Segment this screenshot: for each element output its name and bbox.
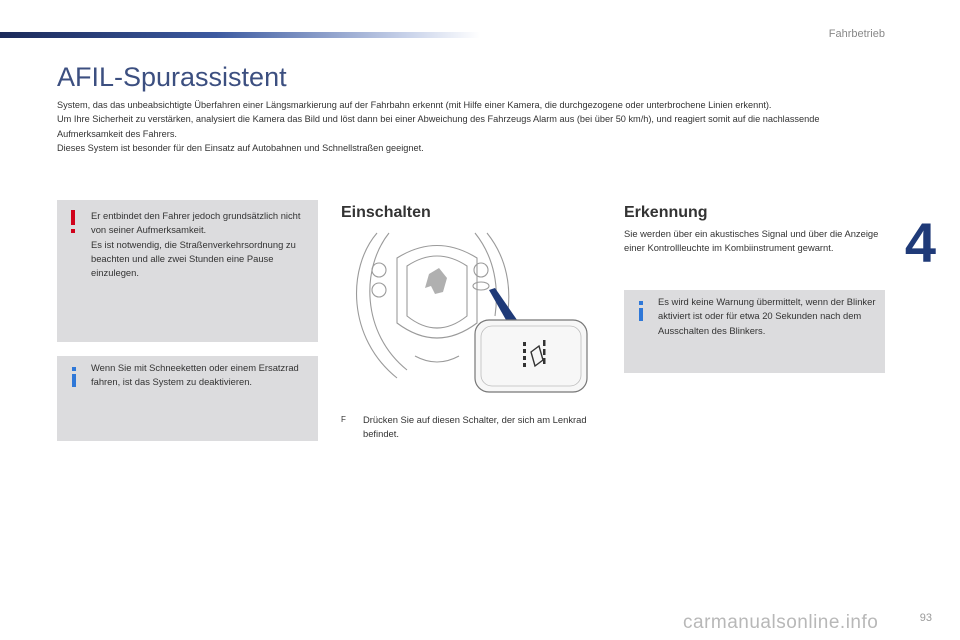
heading-erkennung: Erkennung [624, 204, 708, 221]
header-accent-bar [0, 32, 480, 38]
step-text: Drücken Sie auf diesen Schalter, der sich am Lenkrad befindet. [363, 414, 587, 439]
chapter-number: 4 [904, 211, 936, 274]
info-box-blinker [624, 290, 885, 373]
steering-wheel-button-illustration [337, 228, 597, 398]
warning-box [57, 200, 318, 342]
info-text: Wenn Sie mit Schneeketten oder einem Ersatzrad fahren, ist das System zu deaktivieren. [91, 362, 299, 388]
intro-paragraph: System, das das unbeabsichtigte Überfahren einer Längsmarkierung auf der Fahrbahn erkennt (mit Hilfe einer Kamera, die durchgezogene oder unterbrochene Linien erkennt). [57, 100, 772, 110]
step-press-button [341, 413, 591, 441]
step-bullet: F [341, 415, 346, 424]
erkennung-text: Sie werden über ein akustisches Signal und über die Anzeige einer Kontrollleuchte im Kombiinstrument gewarnt. [624, 228, 879, 254]
page-number: 93 [919, 612, 932, 624]
exclamation-icon [69, 210, 77, 234]
info-text: Es wird keine Warnung übermittelt, wenn der Blinker aktiviert ist oder für etwa 20 Sekunden nach dem Ausschalten des Blinkers. [658, 296, 876, 336]
section-label: Fahrbetrieb [828, 28, 885, 40]
info-icon [636, 301, 646, 321]
watermark: carmanualsonline.info [683, 612, 879, 633]
warning-text: Er entbindet den Fahrer jedoch grundsätzlich nicht von seiner Aufmerksamkeit. [91, 210, 301, 236]
intro-text [57, 98, 887, 155]
info-icon [69, 367, 79, 387]
intro-paragraph: Um Ihre Sicherheit zu verstärken, analysiert die Kamera das Bild und löst dann bei einer Abweichung des Fahrzeugs Alarm aus (bei über 50 km/h), und reagiert somit auf die nachlassende Aufmerksamkeit des Fahrers. [57, 114, 820, 139]
peugeot-logo-icon [425, 268, 447, 294]
page-title: AFIL-Spurassistent [57, 62, 287, 92]
heading-einschalten: Einschalten [341, 204, 431, 221]
warning-text: Es ist notwendig, die Straßenverkehrsordnung zu beachten und alle zwei Stunden eine Pause einzulegen. [91, 238, 296, 279]
info-box-snow-chains [57, 356, 318, 441]
intro-paragraph: Dieses System ist besonder für den Einsatz auf Autobahnen und Schnellstraßen geeignet. [57, 142, 424, 153]
